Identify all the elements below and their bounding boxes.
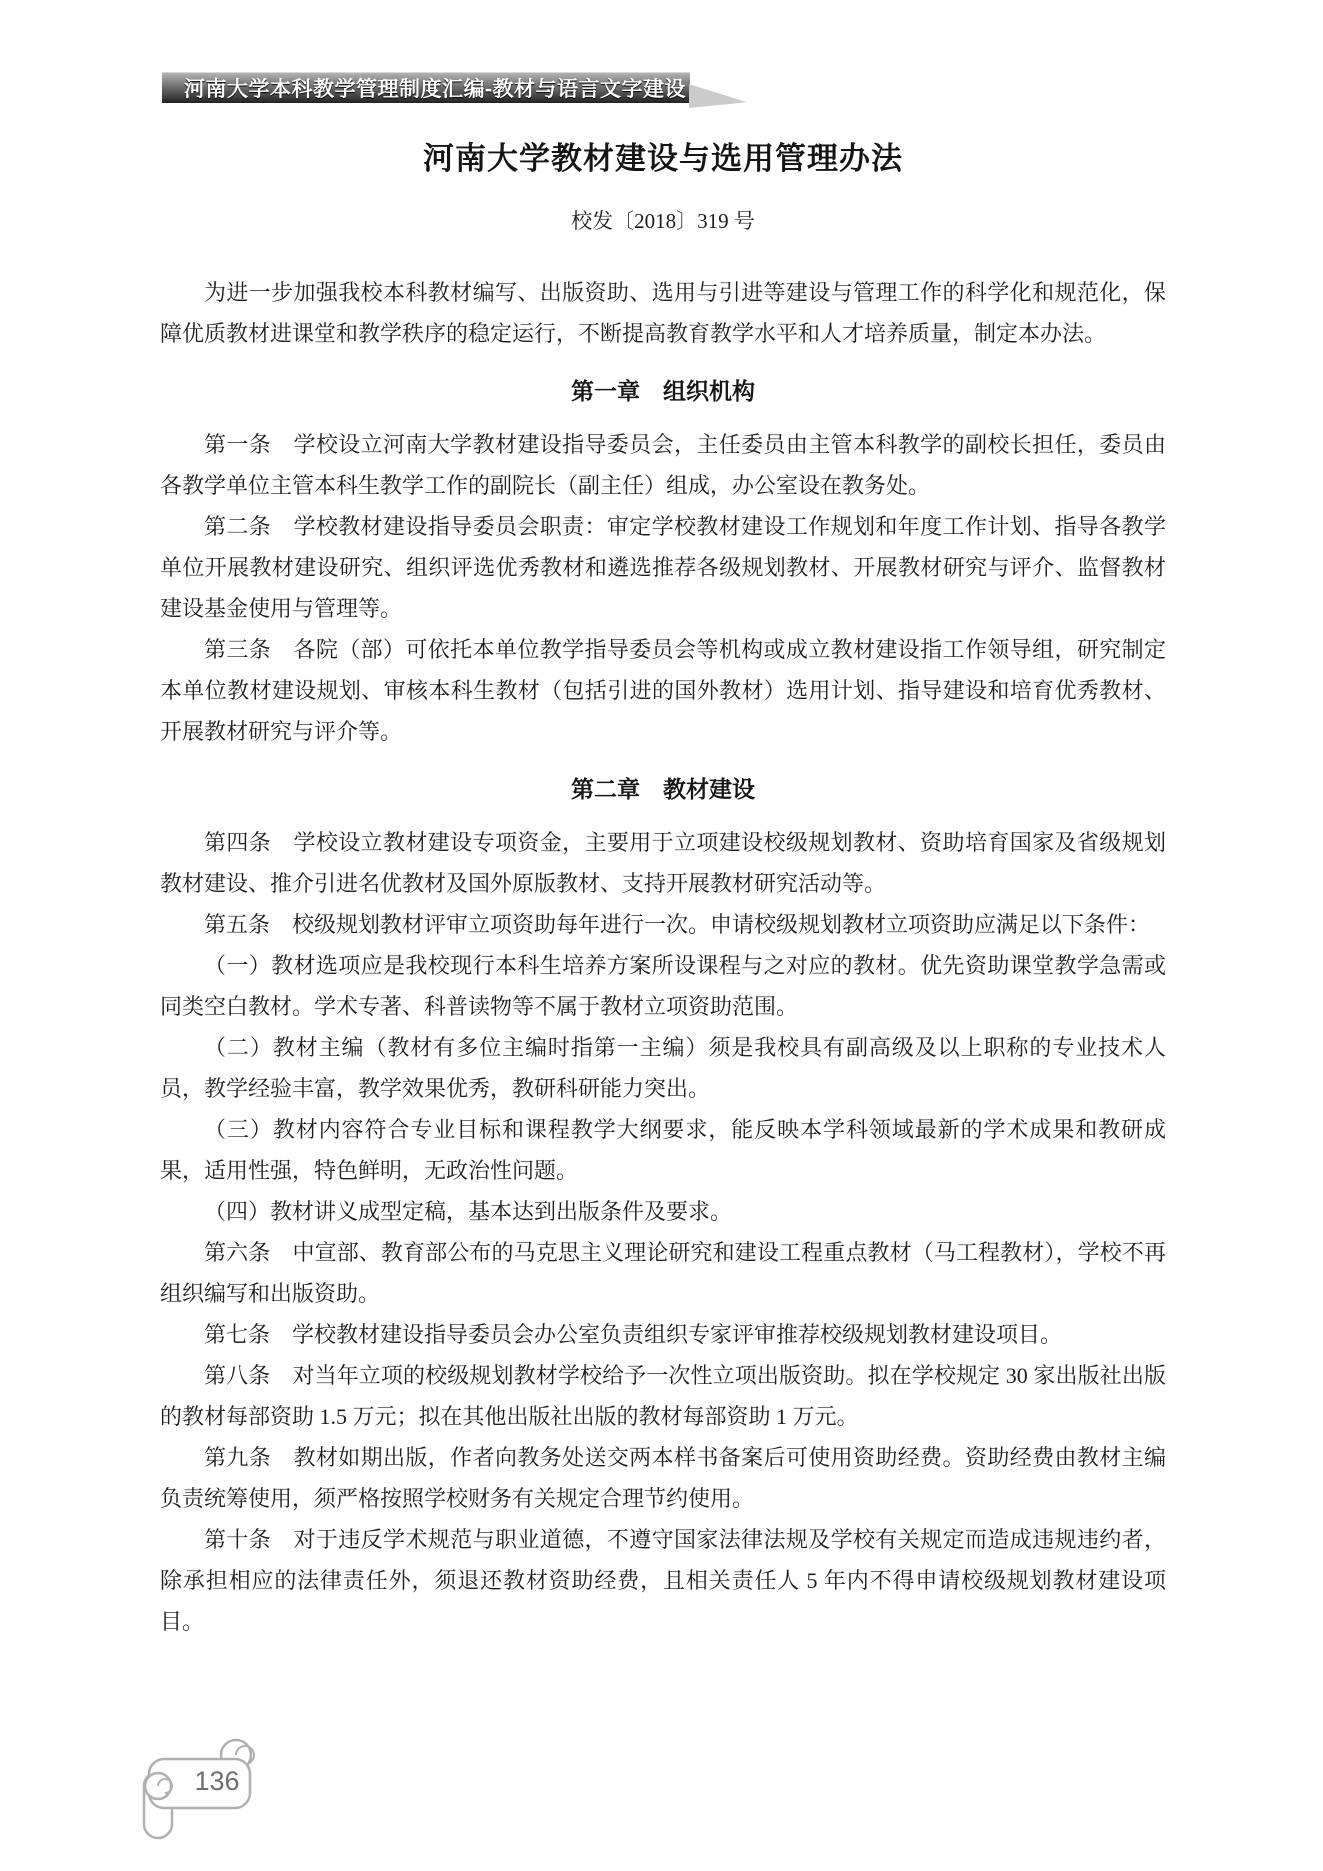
page-footer: [136, 1730, 266, 1842]
article-5-item-2-paragraph: （二）教材主编（教材有多位主编时指第一主编）须是我校具有副高级及以上职称的专业技术人员，教学经验丰富，教学效果优秀，教研科研能力突出。: [160, 1035, 1166, 1101]
chapter-1-heading: 第一章 组织机构: [571, 378, 755, 404]
banner-arrow-icon: [689, 84, 747, 108]
article-7-paragraph: 第七条 学校教材建设指导委员会办公室负责组织专家评审推荐校级规划教材建设项目。: [204, 1322, 1063, 1347]
header-banner: [162, 72, 802, 103]
article-5-item-4-paragraph: （四）教材讲义成型定稿，基本达到出版条件及要求。: [204, 1199, 733, 1224]
article-5-paragraph: 第五条 校级规划教材评审立项资助每年进行一次。申请校级规划教材立项资助应满足以下条件：: [204, 912, 1151, 937]
article-1-paragraph: 第一条 学校设立河南大学教材建设指导委员会，主任委员由主管本科教学的副校长担任，委员由各教学单位主管本科生教学工作的副院长（副主任）组成，办公室设在教务处。: [160, 432, 1166, 498]
article-3-paragraph: 第三条 各院（部）可依托本单位教学指导委员会等机构或成立教材建设指工作领导组，研究制定本单位教材建设规划、审核本科生教材（包括引进的国外教材）选用计划、指导建设和培育优秀教材、开展教材研究与评介等。: [160, 637, 1166, 744]
article-10-paragraph: 第十条 对于违反学术规范与职业道德，不遵守国家法律法规及学校有关规定而造成违规违约者，除承担相应的法律责任外，须退还教材资助经费，且相关责任人 5 年内不得申请校级规划教材建设项目。: [160, 1527, 1166, 1634]
page-number: 136: [194, 1766, 240, 1796]
article-6-paragraph: 第六条 中宣部、教育部公布的马克思主义理论研究和建设工程重点教材（马工程教材），学校不再组织编写和出版资助。: [160, 1240, 1166, 1306]
chapter-2-heading: 第二章 教材建设: [571, 776, 755, 802]
article-5-item-1-paragraph: （一）教材选项应是我校现行本科生培养方案所设课程与之对应的教材。优先资助课堂教学急需或同类空白教材。学术专著、科普读物等不属于教材立项资助范围。: [160, 953, 1166, 1019]
article-8-paragraph: 第八条 对当年立项的校级规划教材学校给予一次性立项出版资助。拟在学校规定 30 家出版社出版的教材每部资助 1.5 万元；拟在其他出版社出版的教材每部资助 1 万元。: [160, 1363, 1166, 1429]
article-2-paragraph: 第二条 学校教材建设指导委员会职责：审定学校教材建设工作规划和年度工作计划、指导各教学单位开展教材建设研究、组织评选优秀教材和遴选推荐各级规划教材、开展教材研究与评介、监督教材建设基金使用与管理等。: [160, 514, 1166, 621]
document-content: [160, 136, 1166, 1642]
header-banner-text: 河南大学本科教学管理制度汇编-教材与语言文字建设: [184, 78, 686, 101]
article-4-paragraph: 第四条 学校设立教材建设专项资金，主要用于立项建设校级规划教材、资助培育国家及省级规划教材建设、推介引进名优教材及国外原版教材、支持开展教材研究活动等。: [160, 830, 1166, 896]
intro-paragraph: 为进一步加强我校本科教材编写、出版资助、选用与引进等建设与管理工作的科学化和规范化，保障优质教材进课堂和教学秩序的稳定运行，不断提高教育教学水平和人才培养质量，制定本办法。: [160, 280, 1166, 346]
article-5-item-3-paragraph: （三）教材内容符合专业目标和课程教学大纲要求，能反映本学科领域最新的学术成果和教研成果，适用性强，特色鲜明，无政治性问题。: [160, 1117, 1166, 1183]
document-number: 校发〔2018〕319 号: [571, 209, 755, 233]
article-9-paragraph: 第九条 教材如期出版，作者向教务处送交两本样书备案后可使用资助经费。资助经费由教材主编负责统筹使用，须严格按照学校财务有关规定合理节约使用。: [160, 1445, 1166, 1511]
document-title: 河南大学教材建设与选用管理办法: [423, 141, 903, 176]
header-banner-bar: [162, 72, 690, 103]
